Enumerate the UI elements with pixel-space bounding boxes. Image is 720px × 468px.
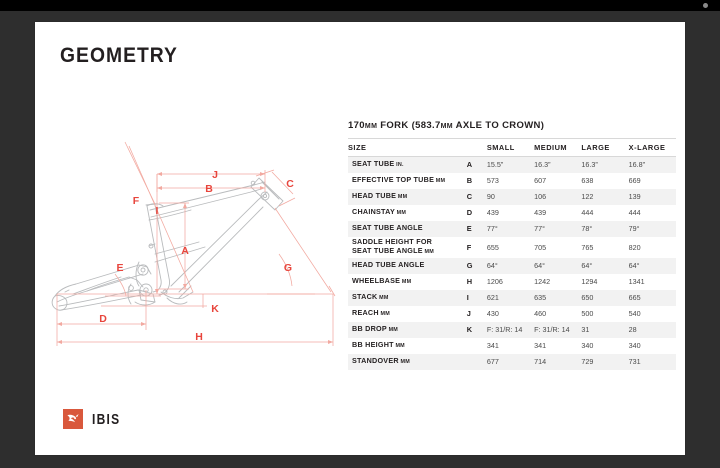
dimension-labels bbox=[99, 169, 294, 343]
table-title-part2: FORK (583.7 bbox=[377, 120, 441, 131]
row-unit: MM bbox=[422, 249, 434, 255]
row-label: WHEELBASE MM bbox=[352, 276, 412, 286]
row-value: 500 bbox=[581, 309, 594, 318]
row-value: 729 bbox=[581, 357, 594, 366]
row-value: 540 bbox=[628, 309, 641, 318]
column-header-size: SIZE bbox=[348, 139, 467, 157]
row-letter: J bbox=[466, 309, 471, 318]
frame-outline bbox=[52, 178, 283, 310]
row-value: 77° bbox=[486, 224, 498, 233]
column-header-letter bbox=[467, 139, 487, 157]
bike-geometry-diagram bbox=[43, 134, 358, 359]
row-unit: MM bbox=[393, 343, 405, 350]
table-row bbox=[348, 221, 676, 237]
table-title-unit2: MM bbox=[440, 123, 453, 130]
column-header-medium: MEDIUM bbox=[534, 139, 581, 157]
row-value: 439 bbox=[534, 208, 547, 217]
row-value: 64° bbox=[628, 261, 640, 270]
row-value: 16.8” bbox=[628, 160, 646, 170]
row-label: SADDLE HEIGHT FOR SEAT TUBE ANGLE MM bbox=[352, 237, 434, 255]
diagram-label-K: K bbox=[211, 303, 219, 315]
table-row bbox=[348, 258, 676, 274]
column-header-large: LARGE bbox=[581, 139, 628, 157]
diagram-label-D: D bbox=[99, 313, 107, 325]
table-header-row bbox=[348, 139, 676, 157]
row-value: 621 bbox=[486, 293, 499, 302]
page-title: GEOMETRY bbox=[60, 44, 178, 67]
row-unit: IN. bbox=[394, 162, 404, 169]
row-value: 90 bbox=[486, 192, 495, 201]
row-value: 705 bbox=[534, 242, 547, 252]
row-value: 78° bbox=[581, 224, 593, 233]
table-row bbox=[348, 173, 676, 189]
table-row bbox=[348, 274, 676, 290]
column-header-xlarge: X-LARGE bbox=[629, 139, 676, 157]
row-label: STACK MM bbox=[352, 292, 389, 302]
row-letter: B bbox=[466, 176, 473, 185]
row-letter: I bbox=[466, 293, 469, 302]
row-unit: MM bbox=[378, 311, 390, 318]
row-value: 460 bbox=[534, 309, 547, 318]
table-body bbox=[348, 157, 676, 370]
row-unit: MM bbox=[398, 359, 410, 366]
row-value: 139 bbox=[628, 192, 641, 201]
window-titlebar bbox=[0, 0, 720, 11]
row-value: 669 bbox=[628, 176, 641, 185]
column-header-small: SMALL bbox=[487, 139, 534, 157]
table-head bbox=[348, 139, 676, 157]
row-value: 340 bbox=[581, 341, 594, 350]
row-letter: G bbox=[466, 261, 473, 270]
row-value: 79° bbox=[628, 224, 640, 233]
diagram-label-I: I bbox=[155, 205, 159, 217]
row-value: 1242 bbox=[534, 277, 551, 286]
row-value: 340 bbox=[628, 341, 641, 350]
table-row bbox=[348, 306, 676, 322]
row-value: 16.3” bbox=[581, 160, 598, 170]
row-value: 64° bbox=[486, 261, 498, 270]
row-label: BB DROP MM bbox=[352, 324, 398, 334]
row-letter: A bbox=[466, 160, 473, 170]
row-value: 444 bbox=[581, 208, 594, 217]
diagram-label-J: J bbox=[212, 169, 218, 181]
row-value: 820 bbox=[628, 242, 641, 252]
row-label: HEAD TUBE ANGLE bbox=[352, 260, 425, 270]
row-value: 64° bbox=[534, 261, 545, 270]
row-value: 16.3” bbox=[534, 160, 551, 170]
row-label: BB HEIGHT MM bbox=[352, 340, 405, 350]
table-row bbox=[348, 354, 676, 370]
ibis-wordmark: IBIS bbox=[92, 410, 121, 428]
row-label: REACH MM bbox=[352, 308, 390, 318]
ibis-logo bbox=[63, 409, 128, 429]
row-value: F: 31/R: 14 bbox=[486, 325, 523, 334]
geometry-page bbox=[35, 22, 685, 455]
ibis-bird-icon bbox=[63, 409, 83, 429]
table-row bbox=[348, 205, 676, 221]
row-value: 341 bbox=[534, 341, 547, 350]
row-label: SEAT TUBE IN. bbox=[352, 159, 404, 169]
geometry-table bbox=[348, 138, 676, 370]
row-value: 15.5” bbox=[486, 160, 504, 170]
row-unit: MM bbox=[394, 210, 407, 217]
row-unit: MM bbox=[396, 194, 408, 201]
row-value: 444 bbox=[628, 208, 641, 217]
diagram-label-F: F bbox=[132, 195, 140, 207]
geometry-table-section bbox=[348, 120, 676, 370]
table-title bbox=[348, 120, 676, 131]
window-dot-icon bbox=[703, 3, 708, 8]
diagram-label-B: B bbox=[205, 183, 213, 195]
table-title-part1: 170 bbox=[348, 120, 365, 131]
table-row bbox=[348, 189, 676, 205]
row-letter bbox=[467, 338, 487, 354]
row-letter: H bbox=[466, 277, 473, 286]
row-value: F: 31/R: 14 bbox=[534, 325, 570, 334]
row-letter: E bbox=[466, 224, 472, 233]
row-label: CHAINSTAY MM bbox=[352, 207, 407, 217]
table-title-unit1: MM bbox=[364, 123, 378, 130]
row-value: 1206 bbox=[486, 277, 503, 286]
row-value: 106 bbox=[534, 192, 547, 201]
row-value: 765 bbox=[581, 242, 594, 252]
row-value: 677 bbox=[486, 357, 499, 366]
row-value: 341 bbox=[486, 341, 499, 350]
row-letter: D bbox=[466, 208, 473, 217]
table-row bbox=[348, 157, 676, 173]
row-letter: C bbox=[466, 192, 473, 201]
row-value: 439 bbox=[486, 208, 499, 217]
row-value: 714 bbox=[534, 357, 547, 366]
row-value: 665 bbox=[628, 293, 641, 302]
row-value: 122 bbox=[581, 192, 594, 201]
row-value: 573 bbox=[486, 176, 499, 185]
row-unit: MM bbox=[377, 295, 389, 302]
row-value: 1341 bbox=[628, 277, 645, 286]
row-value: 638 bbox=[581, 176, 594, 185]
row-value: 430 bbox=[486, 309, 499, 318]
table-row bbox=[348, 237, 676, 258]
diagram-label-G: G bbox=[283, 262, 293, 274]
row-unit: MM bbox=[434, 178, 446, 185]
row-value: 64° bbox=[581, 261, 593, 270]
row-value: 607 bbox=[534, 176, 547, 185]
diagram-label-H: H bbox=[195, 331, 203, 343]
table-row bbox=[348, 338, 676, 354]
row-value: 650 bbox=[581, 293, 594, 302]
diagram-label-C: C bbox=[286, 178, 294, 190]
row-value: 31 bbox=[581, 325, 590, 334]
row-value: 655 bbox=[486, 242, 499, 252]
row-label: SEAT TUBE ANGLE bbox=[352, 223, 423, 233]
row-letter bbox=[467, 354, 487, 370]
row-value: 28 bbox=[628, 325, 637, 334]
diagram-label-E: E bbox=[116, 262, 124, 274]
row-label: EFFECTIVE TOP TUBE MM bbox=[352, 175, 446, 185]
row-letter: F bbox=[466, 242, 472, 252]
row-unit: MM bbox=[400, 279, 412, 286]
row-value: 1294 bbox=[581, 277, 598, 286]
row-value: 77° bbox=[534, 224, 545, 233]
row-value: 731 bbox=[628, 357, 641, 366]
row-unit: MM bbox=[386, 327, 398, 334]
table-title-part3: AXLE TO CROWN) bbox=[453, 120, 545, 131]
row-value: 635 bbox=[534, 293, 547, 302]
row-label: STANDOVER MM bbox=[352, 356, 410, 366]
row-label: HEAD TUBE MM bbox=[352, 191, 408, 201]
row-letter: K bbox=[466, 325, 473, 334]
table-row bbox=[348, 290, 676, 306]
diagram-label-A: A bbox=[181, 245, 189, 257]
table-row bbox=[348, 322, 676, 338]
